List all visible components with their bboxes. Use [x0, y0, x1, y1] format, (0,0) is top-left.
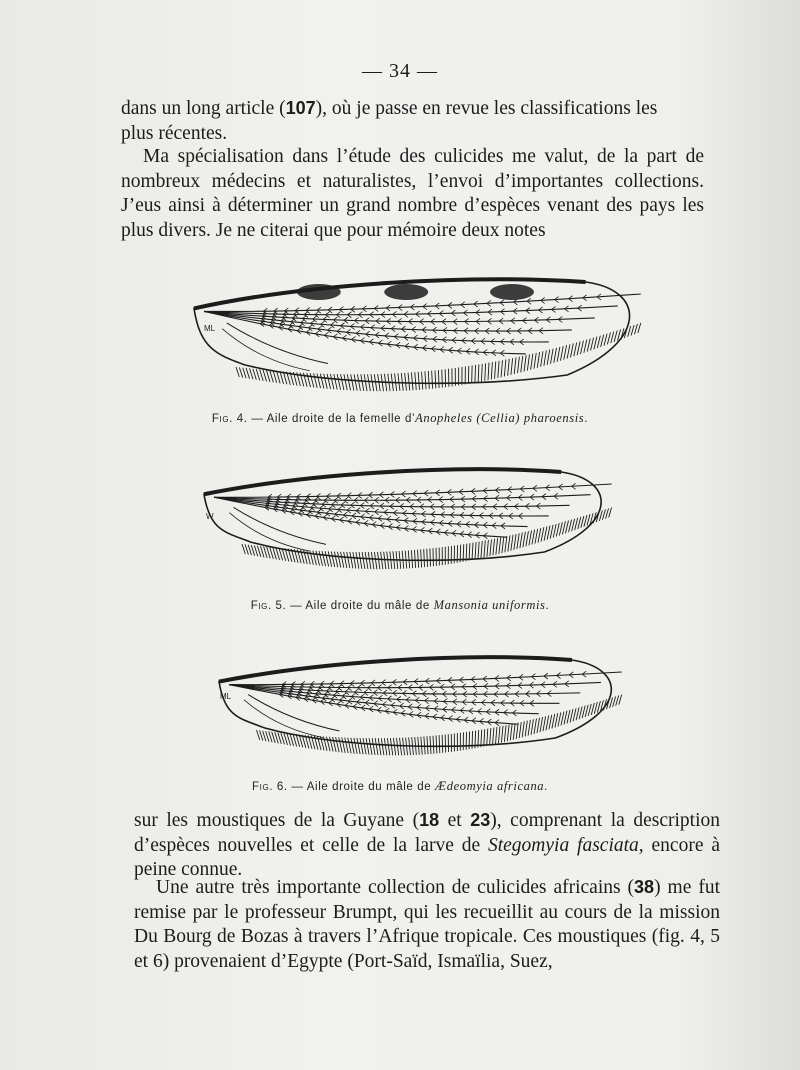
- figure-5-caption: Fig. 5. — Aile droite du mâle de Mansonia uniformis.: [250, 598, 550, 612]
- fig4-genus: Anopheles: [415, 411, 473, 425]
- paragraph-4: Une autre très importante collection de culicides africains (38) me fut remise par le professeur Brumpt, qui les recueillit au cours de la mission Du Bourg de Bozas à travers l’Afrique tropicale. Ces moustiques (fig. 4, 5 et 6) provenaient d’Egypte (Port-Saïd, Ismaïlia, Suez,: [134, 877, 720, 972]
- reference-23: 23: [470, 810, 491, 830]
- fig6-species: Ædeomyia africana: [435, 779, 545, 793]
- figure-5-wing: [200, 452, 620, 584]
- fig4-species: pharoensis: [523, 411, 585, 425]
- para1-line1: dans un long article (107), où je passe en revue les classifications les: [121, 98, 658, 119]
- fig5-label: Fig. 5.: [250, 600, 287, 612]
- fig4-tag: ML: [204, 324, 216, 333]
- paragraph-1: [121, 96, 704, 146]
- wing-drawing-aedeomyia: [215, 640, 630, 770]
- wing-drawing-anopheles: [190, 262, 650, 407]
- paragraph-3: sur les moustiques de la Guyane (18 et 23), comprenant la description d’espèces nouvelles et celle de la larve de Stegomyia fasciata, encore à peine connue.: [134, 810, 720, 880]
- wing-drawing-mansonia: [200, 452, 620, 584]
- species-stegomyia: Stegomyia fasciata,: [487, 834, 644, 856]
- para1-line2: plus récentes.: [121, 122, 228, 144]
- figure-6-wing: [215, 640, 630, 770]
- fig5-species: Mansonia uniformis: [433, 598, 546, 612]
- page-number: — 34 —: [362, 60, 438, 82]
- figure-6-caption: Fig. 6. — Aile droite du mâle de Ædeomyia africana.: [252, 779, 548, 793]
- figure-4-caption: Fig. 4. — Aile droite de la femelle d’Anopheles (Cellia) pharoensis.: [211, 411, 589, 425]
- fig6-label: Fig. 6.: [252, 781, 288, 793]
- figure-4-wing: [190, 262, 650, 407]
- fig6-tag: ML: [220, 692, 232, 701]
- reference-18: 18: [419, 810, 440, 830]
- paragraph-2: Ma spécialisation dans l’étude des culicides me valut, de la part de nombreux médecins et naturalistes, l’envoi d’importantes collections. J’eus ainsi à déterminer un grand nombre d’espèces venant des pays les plus divers. Je ne citerai que pour mémoire deux notes: [121, 146, 704, 241]
- reference-107: 107: [285, 98, 316, 118]
- fig5-tag: W: [206, 512, 214, 521]
- fig4-label: Fig. 4.: [211, 413, 248, 425]
- reference-38: 38: [634, 877, 655, 897]
